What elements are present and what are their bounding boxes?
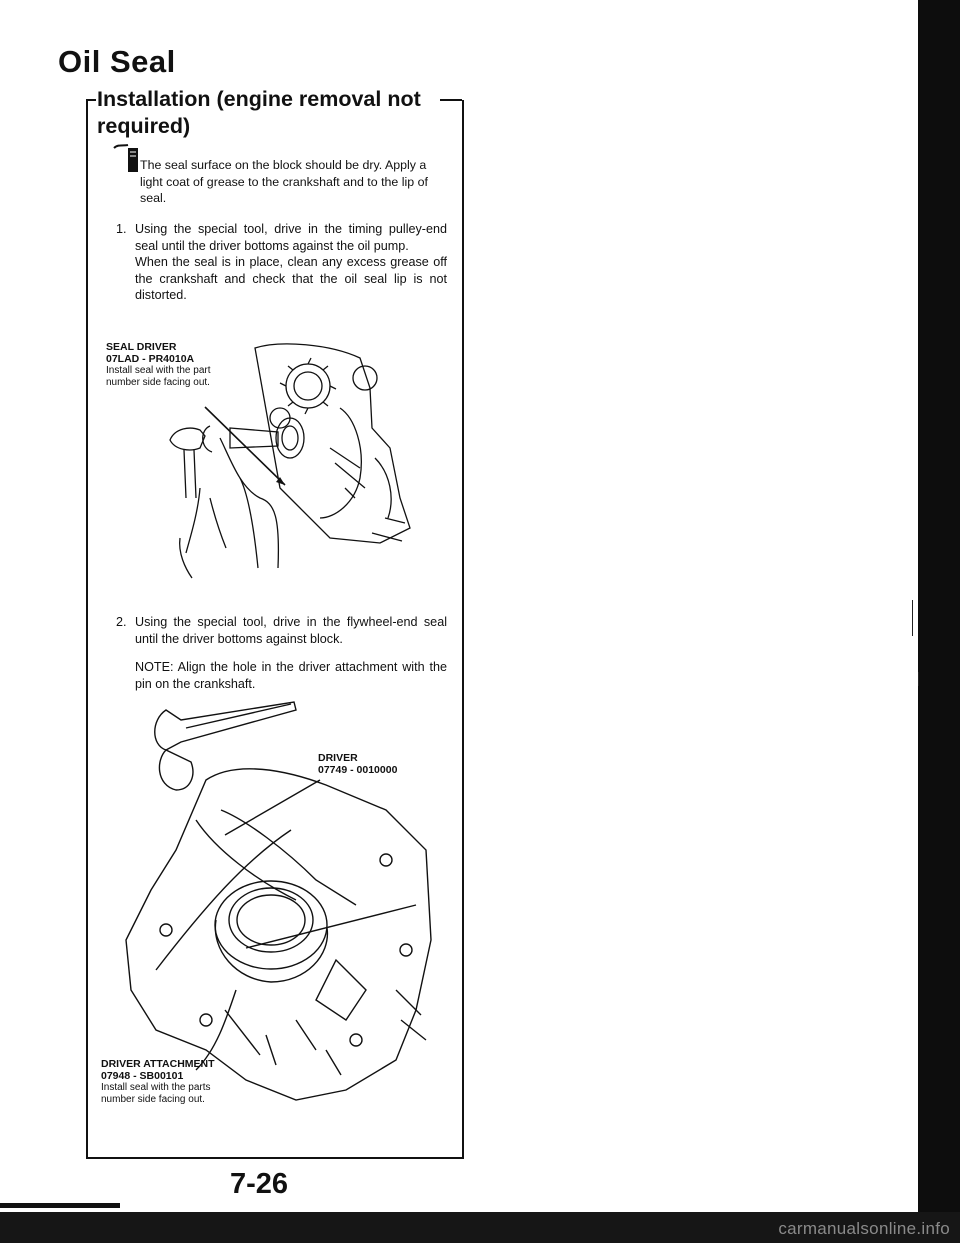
seal-driver-instruction: Install seal with the part number side facing out.: [106, 365, 211, 388]
step-extra: NOTE: Align the hole in the driver attachment with the pin on the crankshaft.: [135, 660, 447, 691]
margin-mark: [918, 672, 919, 686]
page-number: 7-26: [230, 1168, 289, 1200]
attachment-number: 07948 - SB00101: [101, 1069, 184, 1082]
step-extra: When the seal is in place, clean any excess grease off the crankshaft and check that the oil seal lip is not distorted.: [135, 255, 447, 302]
seal-driver-number: 07LAD - PR4010A: [106, 352, 195, 365]
seal-driver-callout: [106, 342, 216, 388]
driver-number: 07749 - 0010000: [318, 763, 398, 776]
step-number: 1.: [116, 222, 127, 236]
footer-url[interactable]: carmanualsonline.info: [778, 1219, 950, 1238]
step-text: Using the special tool, drive in the flywheel-end seal until the driver bottoms against block.: [135, 615, 447, 646]
attachment-name: DRIVER ATTACHMENT: [101, 1058, 215, 1070]
step-2: [116, 614, 447, 692]
callout-leaders-2: [220, 740, 420, 1070]
section-rule-left: [86, 99, 96, 101]
attachment-instruction: Install seal with the parts number side facing out.: [101, 1082, 211, 1105]
margin-mark: [912, 600, 913, 636]
page-edge-bar: [918, 0, 960, 1243]
note-text: The seal surface on the block should be dry. Apply a light coat of grease to the crankshaft and to the lip of seal.: [140, 158, 428, 205]
section-rule-right: [440, 99, 462, 101]
driver-attachment-callout: [101, 1059, 241, 1105]
step-number: 2.: [116, 615, 127, 629]
step-text: Using the special tool, drive in the timing pulley-end seal until the driver bottoms against the oil pump.: [135, 222, 447, 253]
callout-leader-1: [200, 395, 320, 495]
bottom-rule: [0, 1203, 120, 1208]
grease-note-icon: [112, 142, 142, 172]
section-title: Installation (engine removal not required): [97, 87, 421, 138]
page-title: Oil Seal: [58, 44, 176, 79]
driver-callout: [318, 753, 428, 776]
driver-name: DRIVER: [318, 752, 358, 764]
seal-driver-name: SEAL DRIVER: [106, 341, 177, 353]
step-1: [116, 221, 447, 304]
